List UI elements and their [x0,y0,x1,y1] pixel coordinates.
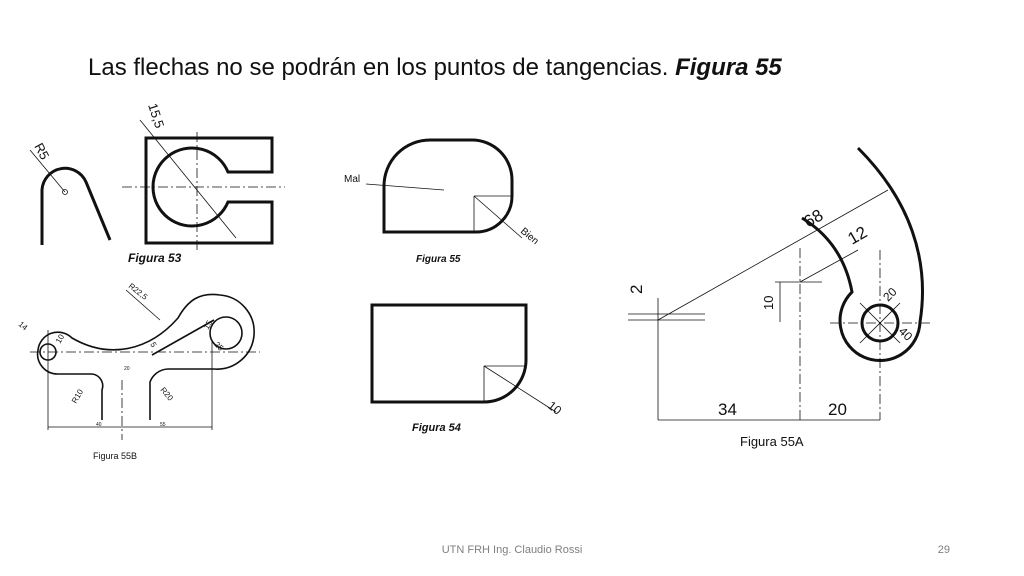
fig55b-dim-10: 10 [53,332,67,345]
fig54-dim-leader [484,366,556,412]
fig54-dim-10: 10 [545,398,565,418]
fig55-mal-leader [366,184,444,190]
figure-55 [344,140,540,265]
figure-53 [30,101,285,265]
fig53-dim-r5: R5 [31,140,53,163]
fig55b-dim-55: 55 [160,422,166,428]
fig55-label-bien: Bien [518,225,541,248]
fig53-block-outline [146,138,272,243]
fig55b-dim-r22-5: R22,5 [126,281,150,302]
fig55-outline [384,140,512,232]
fig55b-dim-15: 15 [201,318,215,331]
title-text: Las flechas no se podrán en los puntos de tangencias. [88,54,669,81]
fig55b-dim-5: 5 [148,340,159,349]
fig55a-dim-20-bottom: 20 [828,400,847,419]
fig55a-dim-68-label: 68 [800,205,827,232]
fig55a-dim-34-label: 34 [718,400,737,419]
fig53-caption: Figura 53 [128,251,182,265]
fig55b-dim-40: 40 [96,422,102,428]
fig55b-dim-r20: R20 [158,385,175,403]
fig55-caption: Figura 55 [416,254,461,265]
fig55a-dim-40-label: 40 [895,324,916,344]
fig55b-dim-r10: R10 [69,387,86,405]
figure-55a [627,148,930,449]
fig55b-dim-25: 25 [212,340,226,353]
fig53-dim-15-5: 15,5 [145,101,168,131]
figure-55b [17,281,260,461]
fig54-caption: Figura 54 [412,422,461,434]
fig55a-dim-20-radius: 20 [880,284,900,305]
fig55b-dim-14: 14 [16,319,30,333]
figure-54 [372,305,565,434]
fig55b-dim-20: 20 [124,366,130,372]
fig55-label-mal: Mal [344,174,361,185]
page-number: 29 [937,544,950,556]
fig55a-dim-2-label: 2 [627,284,646,294]
fig55a-dim-12-label: 12 [844,222,871,249]
fig54-outline [372,305,526,402]
footer-author: UTN FRH Ing. Claudio Rossi [441,544,583,556]
fig55b-caption: Figura 55B [93,451,138,461]
title-figure-ref: Figura 55 [675,54,782,81]
fig55a-caption: Figura 55A [740,434,804,449]
fig55a-dim-10-label: 10 [761,295,776,310]
fig53-hook-outline [42,168,110,245]
